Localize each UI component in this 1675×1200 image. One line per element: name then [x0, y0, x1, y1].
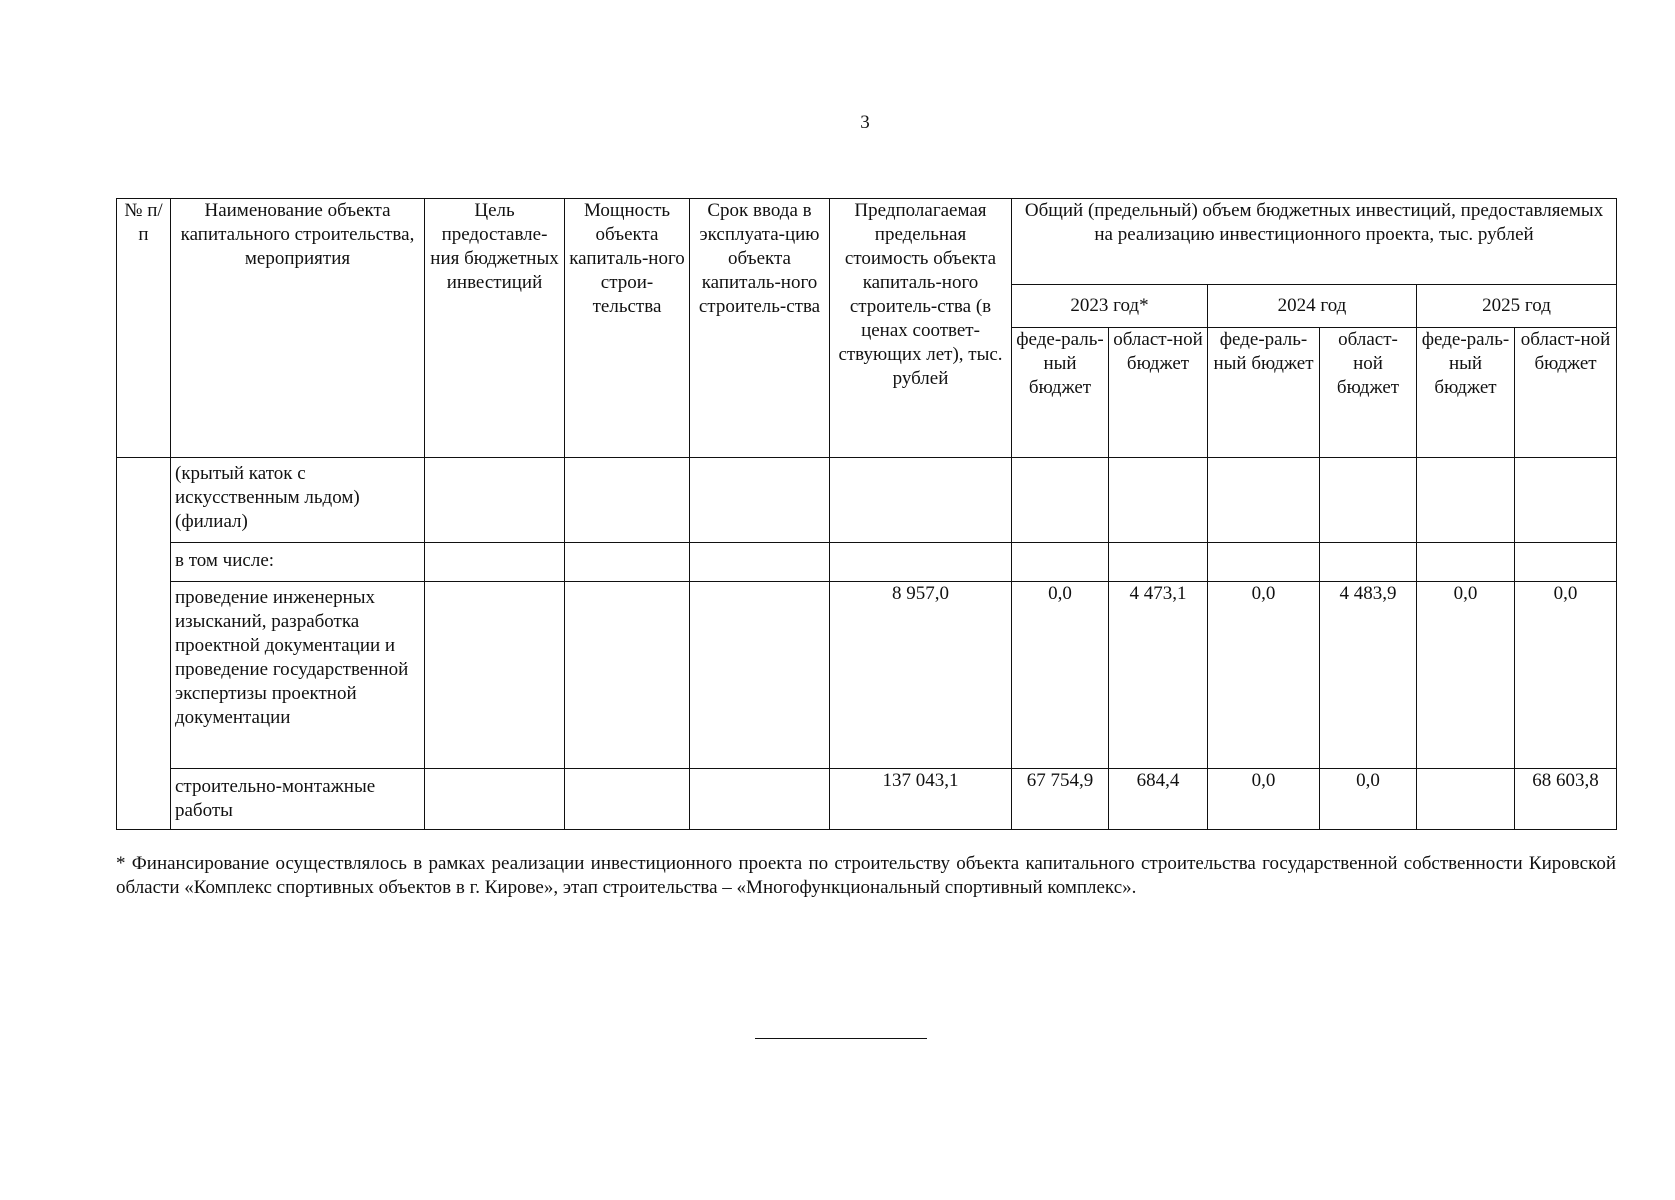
cell-federal-2023: 67 754,9 [1012, 769, 1109, 830]
cell-regional-2025 [1515, 543, 1617, 582]
cell-federal-2024: 0,0 [1208, 769, 1320, 830]
cell-regional-2023 [1109, 458, 1208, 543]
cell-federal-2024 [1208, 458, 1320, 543]
investment-table [116, 198, 1617, 830]
footnote: * Финансирование осуществлялось в рамках реализации инвестиционного проекта по строительству объекта капитального строительства государственной собственности Кировской области «Комплекс спортивных объектов в г. Кирове», этап строительства – «Многофункциональный спортивный комплекс». [116, 853, 1616, 898]
table-row [117, 582, 1617, 769]
cell-federal-2025 [1417, 543, 1515, 582]
header-goal: Цель предоставле-ния бюджетных инвестиций [425, 199, 565, 458]
header-year-2025: 2025 год [1417, 285, 1617, 328]
cell-regional-2023 [1109, 543, 1208, 582]
row-name: строительно-монтажные работы [171, 769, 425, 830]
row-cost [830, 458, 1012, 543]
header-cost: Предполагаемая предельная стоимость объекта капиталь-ного строитель-ства (в ценах соответ-ствующих лет), тыс. рублей [830, 199, 1012, 458]
cell-regional-2023: 4 473,1 [1109, 582, 1208, 769]
cell-regional-2024 [1320, 458, 1417, 543]
page-number: 3 [860, 112, 870, 133]
row-name: (крытый каток с искусственным льдом) (филиал) [171, 458, 425, 543]
header-federal: феде-раль-ный бюджет [1208, 328, 1320, 458]
cell-federal-2025 [1417, 458, 1515, 543]
table-row [117, 769, 1617, 830]
header-term: Срок ввода в эксплуата-цию объекта капиталь-ного строитель-ства [690, 199, 830, 458]
header-regional: област-ной бюджет [1320, 328, 1417, 458]
cell-federal-2024 [1208, 543, 1320, 582]
cell-regional-2024 [1320, 543, 1417, 582]
header-regional: област-ной бюджет [1515, 328, 1617, 458]
cell-regional-2024: 0,0 [1320, 769, 1417, 830]
header-federal: феде-раль-ный бюджет [1012, 328, 1109, 458]
closing-rule [755, 1038, 927, 1039]
row-cost: 137 043,1 [830, 769, 1012, 830]
cell-regional-2025: 0,0 [1515, 582, 1617, 769]
table-row [117, 543, 1617, 582]
header-regional: област-ной бюджет [1109, 328, 1208, 458]
row-name: проведение инженерных изысканий, разработка проектной документации и проведение государственной экспертизы проектной документации [171, 582, 425, 769]
table-row [117, 458, 1617, 543]
header-no: № п/п [117, 199, 171, 458]
cell-regional-2025: 68 603,8 [1515, 769, 1617, 830]
cell-regional-2025 [1515, 458, 1617, 543]
cell-federal-2024: 0,0 [1208, 582, 1320, 769]
row-cost: 8 957,0 [830, 582, 1012, 769]
header-name: Наименование объекта капитального строительства, мероприятия [171, 199, 425, 458]
row-cost [830, 543, 1012, 582]
cell-regional-2024: 4 483,9 [1320, 582, 1417, 769]
header-year-2023: 2023 год* [1012, 285, 1208, 328]
header-total: Общий (предельный) объем бюджетных инвестиций, предоставляемых на реализацию инвестиционного проекта, тыс. рублей [1012, 199, 1617, 285]
row-name: в том числе: [171, 543, 425, 582]
cell-federal-2023: 0,0 [1012, 582, 1109, 769]
cell-federal-2025 [1417, 769, 1515, 830]
header-capacity: Мощность объекта капиталь-ного строи-тельства [565, 199, 690, 458]
header-federal: феде-раль-ный бюджет [1417, 328, 1515, 458]
header-year-2024: 2024 год [1208, 285, 1417, 328]
cell-federal-2023 [1012, 543, 1109, 582]
cell-regional-2023: 684,4 [1109, 769, 1208, 830]
row-number-cell [117, 458, 171, 830]
cell-federal-2025: 0,0 [1417, 582, 1515, 769]
cell-federal-2023 [1012, 458, 1109, 543]
